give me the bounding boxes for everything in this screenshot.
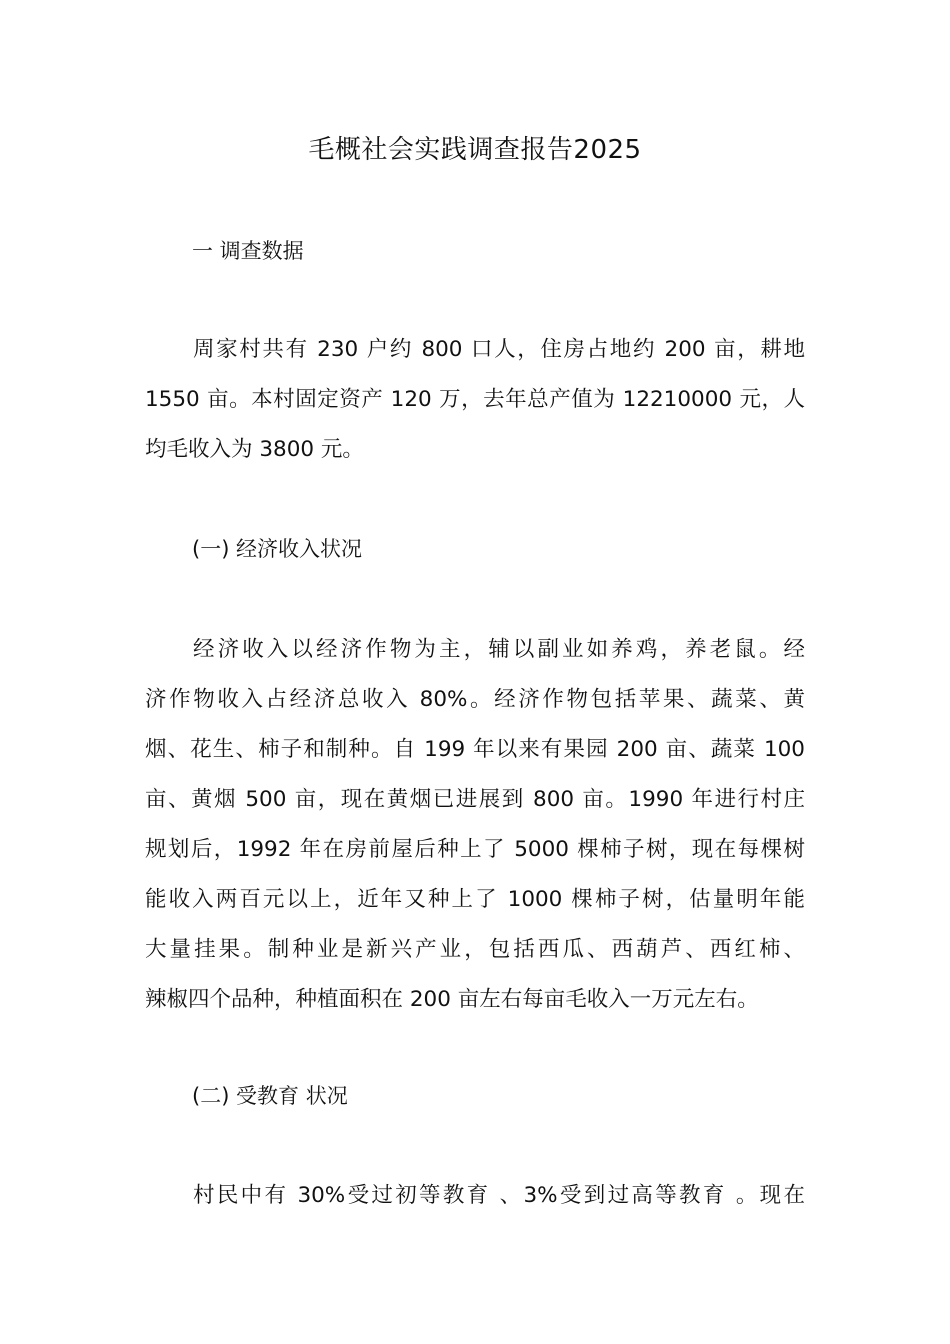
paragraph-line: 规划后，1992 年在房前屋后种上了 5000 棵柿子树，现在每棵树 (145, 837, 805, 862)
paragraph-line: 村民中有 30%受过初等教育 、3%受到过高等教育 。现在 (193, 1183, 805, 1208)
paragraph-line: 辣椒四个品种，种植面积在 200 亩左右每亩毛收入一万元左右。 (145, 987, 759, 1012)
paragraph-line: 烟、花生、柿子和制种。自 199 年以来有果园 200 亩、蔬菜 100 (145, 737, 805, 762)
paragraph-education (145, 1171, 805, 1221)
section-heading-education: (二) 受教育 状况 (192, 1084, 348, 1108)
paragraph-line: 均毛收入为 3800 元。 (145, 437, 364, 462)
document-title: 毛概社会实践调查报告2025 (308, 135, 642, 165)
paragraph-line: 周家村共有 230 户约 800 口人，住房占地约 200 亩，耕地 (193, 337, 805, 362)
section-heading-survey-data: 一 调查数据 (192, 239, 304, 263)
paragraph-line: 1550 亩。本村固定资产 120 万，去年总产值为 12210000 元，人 (145, 387, 805, 412)
paragraph-line: 济作物收入占经济总收入 80%。经济作物包括苹果、蔬菜、黄 (145, 687, 805, 712)
paragraph-economic-income (145, 625, 805, 1025)
paragraph-line: 亩、黄烟 500 亩，现在黄烟已进展到 800 亩。1990 年进行村庄 (145, 787, 805, 812)
paragraph-line: 大量挂果。制种业是新兴产业，包括西瓜、西葫芦、西红柿、 (145, 937, 805, 962)
section-heading-economic-income: (一) 经济收入状况 (192, 537, 363, 561)
paragraph-village-overview (145, 325, 805, 475)
paragraph-line: 经济收入以经济作物为主，辅以副业如养鸡，养老鼠。经 (193, 637, 805, 662)
paragraph-line: 能收入两百元以上，近年又种上了 1000 棵柿子树，估量明年能 (145, 887, 805, 912)
